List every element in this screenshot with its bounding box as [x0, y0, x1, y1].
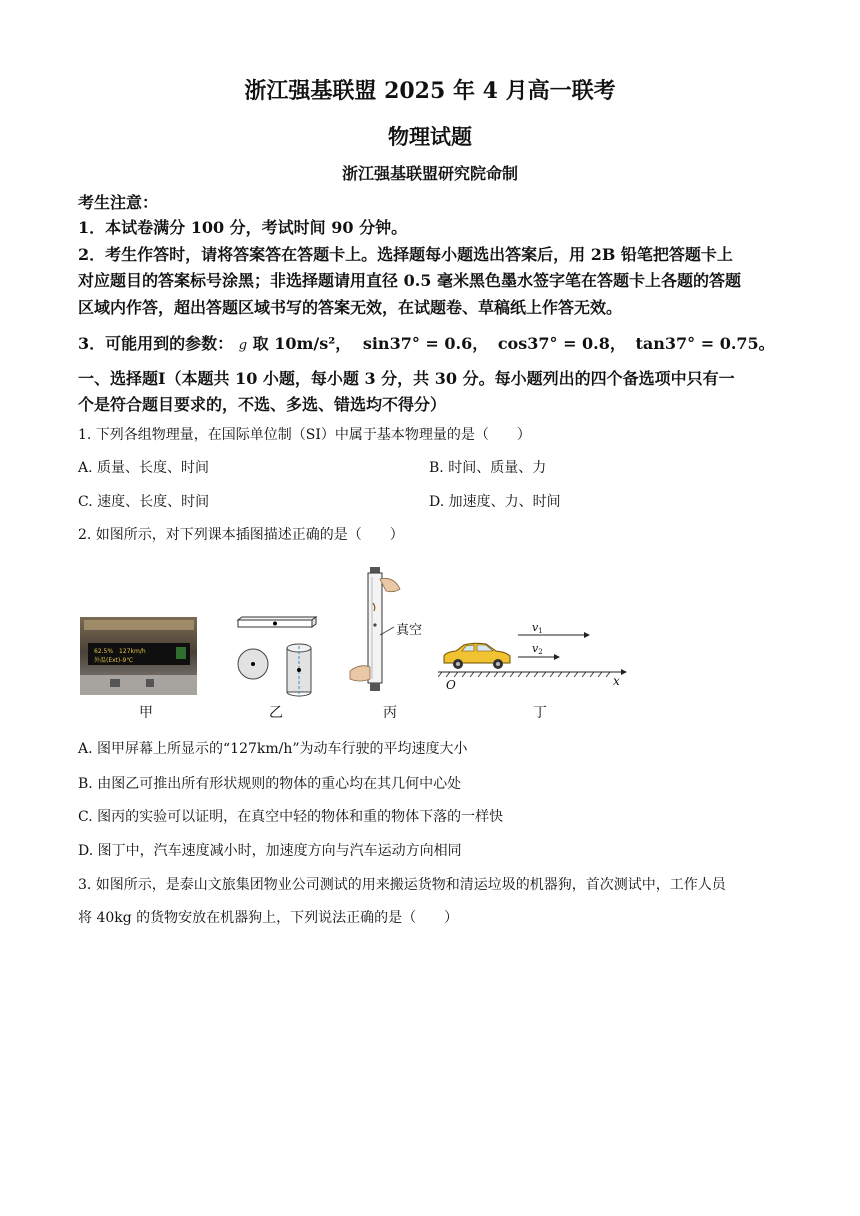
q1-option-d: D. 加速度、力、时间 [429, 494, 561, 510]
figure-bing-vacuum-tube [346, 563, 431, 695]
caption-bing: 丙 [383, 705, 397, 721]
g-symbol: g [238, 338, 248, 353]
exam-title: 浙江强基联盟 2025 年 4 月高一联考 [244, 78, 616, 104]
vacuum-tube-diagram [346, 563, 431, 695]
section-1-line-1: 一、选择题Ⅰ（本题共 10 小题，每小题 3 分，共 30 分。每小题列出的四个备选项中只有一 [78, 369, 735, 388]
cylinder [287, 644, 311, 697]
q1-option-b: B. 时间、质量、力 [429, 460, 547, 476]
figure-jia-train-screen [80, 617, 197, 695]
vacuum-label: 真空 [396, 623, 423, 638]
sin-value: sin37° = 0.6 [362, 334, 473, 353]
sep-1: ， [472, 334, 489, 353]
figure-yi-center-of-gravity [236, 615, 321, 700]
disk [238, 649, 268, 679]
cos-value: cos37° = 0.8 [497, 334, 610, 353]
g-value: 取 10m/s²， [252, 334, 352, 353]
end-mark: 。 [758, 334, 775, 353]
caption-yi: 乙 [269, 705, 283, 721]
author-line: 浙江强基联盟研究院命制 [341, 164, 518, 183]
v1-arrow [518, 621, 590, 638]
q2-stem: 2. 如图所示，对下列课本插图描述正确的是（ ） [78, 527, 404, 543]
q3-stem-line-1: 3. 如图所示，是泰山文旅集团物业公司测试的用来搬运货物和清运垃圾的机器狗，首次测试中，工作人员 [78, 877, 726, 893]
tan-value: tan37° = 0.75 [635, 334, 759, 353]
uniform-rod [238, 617, 316, 627]
q2-option-d: D. 图丁中，汽车速度减小时，加速度方向与汽车运动方向相同 [78, 843, 462, 859]
q2-option-b: B. 由图乙可推出所有形状规则的物体的重心均在其几何中心处 [78, 776, 462, 792]
subject-title: 物理试题 [388, 124, 472, 149]
q1-stem: 1. 下列各组物理量，在国际单位制（SI）中属于基本物理量的是（ ） [78, 427, 531, 443]
q2-option-c: C. 图丙的实验可以证明，在真空中轻的物体和重的物体下落的一样快 [78, 809, 504, 825]
notes-item-3-prefix: 3．可能用到的参数： [78, 334, 234, 353]
q1-option-a: A. 质量、长度、时间 [78, 460, 210, 476]
screen-text-2: 外温(Ext)-9℃ [94, 657, 134, 664]
q2-option-a: A. 图甲屏幕上所显示的“127km/h”为动车行驶的平均速度大小 [78, 741, 468, 757]
v2-label: v2 [532, 642, 543, 656]
x-axis-label: x [613, 674, 620, 688]
notes-item-2-line-3: 区域内作答，超出答题区域书写的答案无效，在试题卷、草稿纸上作答无效。 [78, 298, 623, 317]
notes-item-1: 1．本试卷满分 100 分，考试时间 90 分钟。 [78, 218, 408, 237]
screen-text-1: 62.5% 127km/h [94, 648, 146, 655]
section-1-line-2: 个是符合题目要求的，不选、多选、错选均不得分） [78, 395, 447, 414]
car-velocity-diagram [438, 615, 628, 695]
notes-item-3 [78, 331, 775, 354]
figure-ding-car-motion [438, 615, 628, 695]
q1-option-c: C. 速度、长度、时间 [78, 494, 210, 510]
notes-item-2-line-1: 2．考生作答时，请将答案答在答题卡上。选择题每小题选出答案后，用 2B 铅笔把答题卡上 [78, 245, 733, 264]
train-screen-photo [80, 617, 197, 695]
center-of-gravity-diagram [236, 615, 321, 700]
sep-2: ， [609, 334, 626, 353]
notes-item-2-line-2: 对应题目的答案标号涂黑；非选择题请用直径 0.5 毫米黑色墨水签字笔在答题卡上各题的答题 [78, 271, 741, 290]
caption-ding: 丁 [533, 705, 547, 721]
v1-label: v1 [532, 621, 543, 635]
q3-stem-line-2: 将 40kg 的货物安放在机器狗上，下列说法正确的是（ ） [78, 910, 459, 926]
notes-heading: 考生注意： [78, 193, 159, 212]
car-icon [444, 643, 510, 669]
v2-arrow [518, 642, 560, 660]
origin-label: O [446, 678, 456, 692]
caption-jia: 甲 [139, 705, 153, 721]
